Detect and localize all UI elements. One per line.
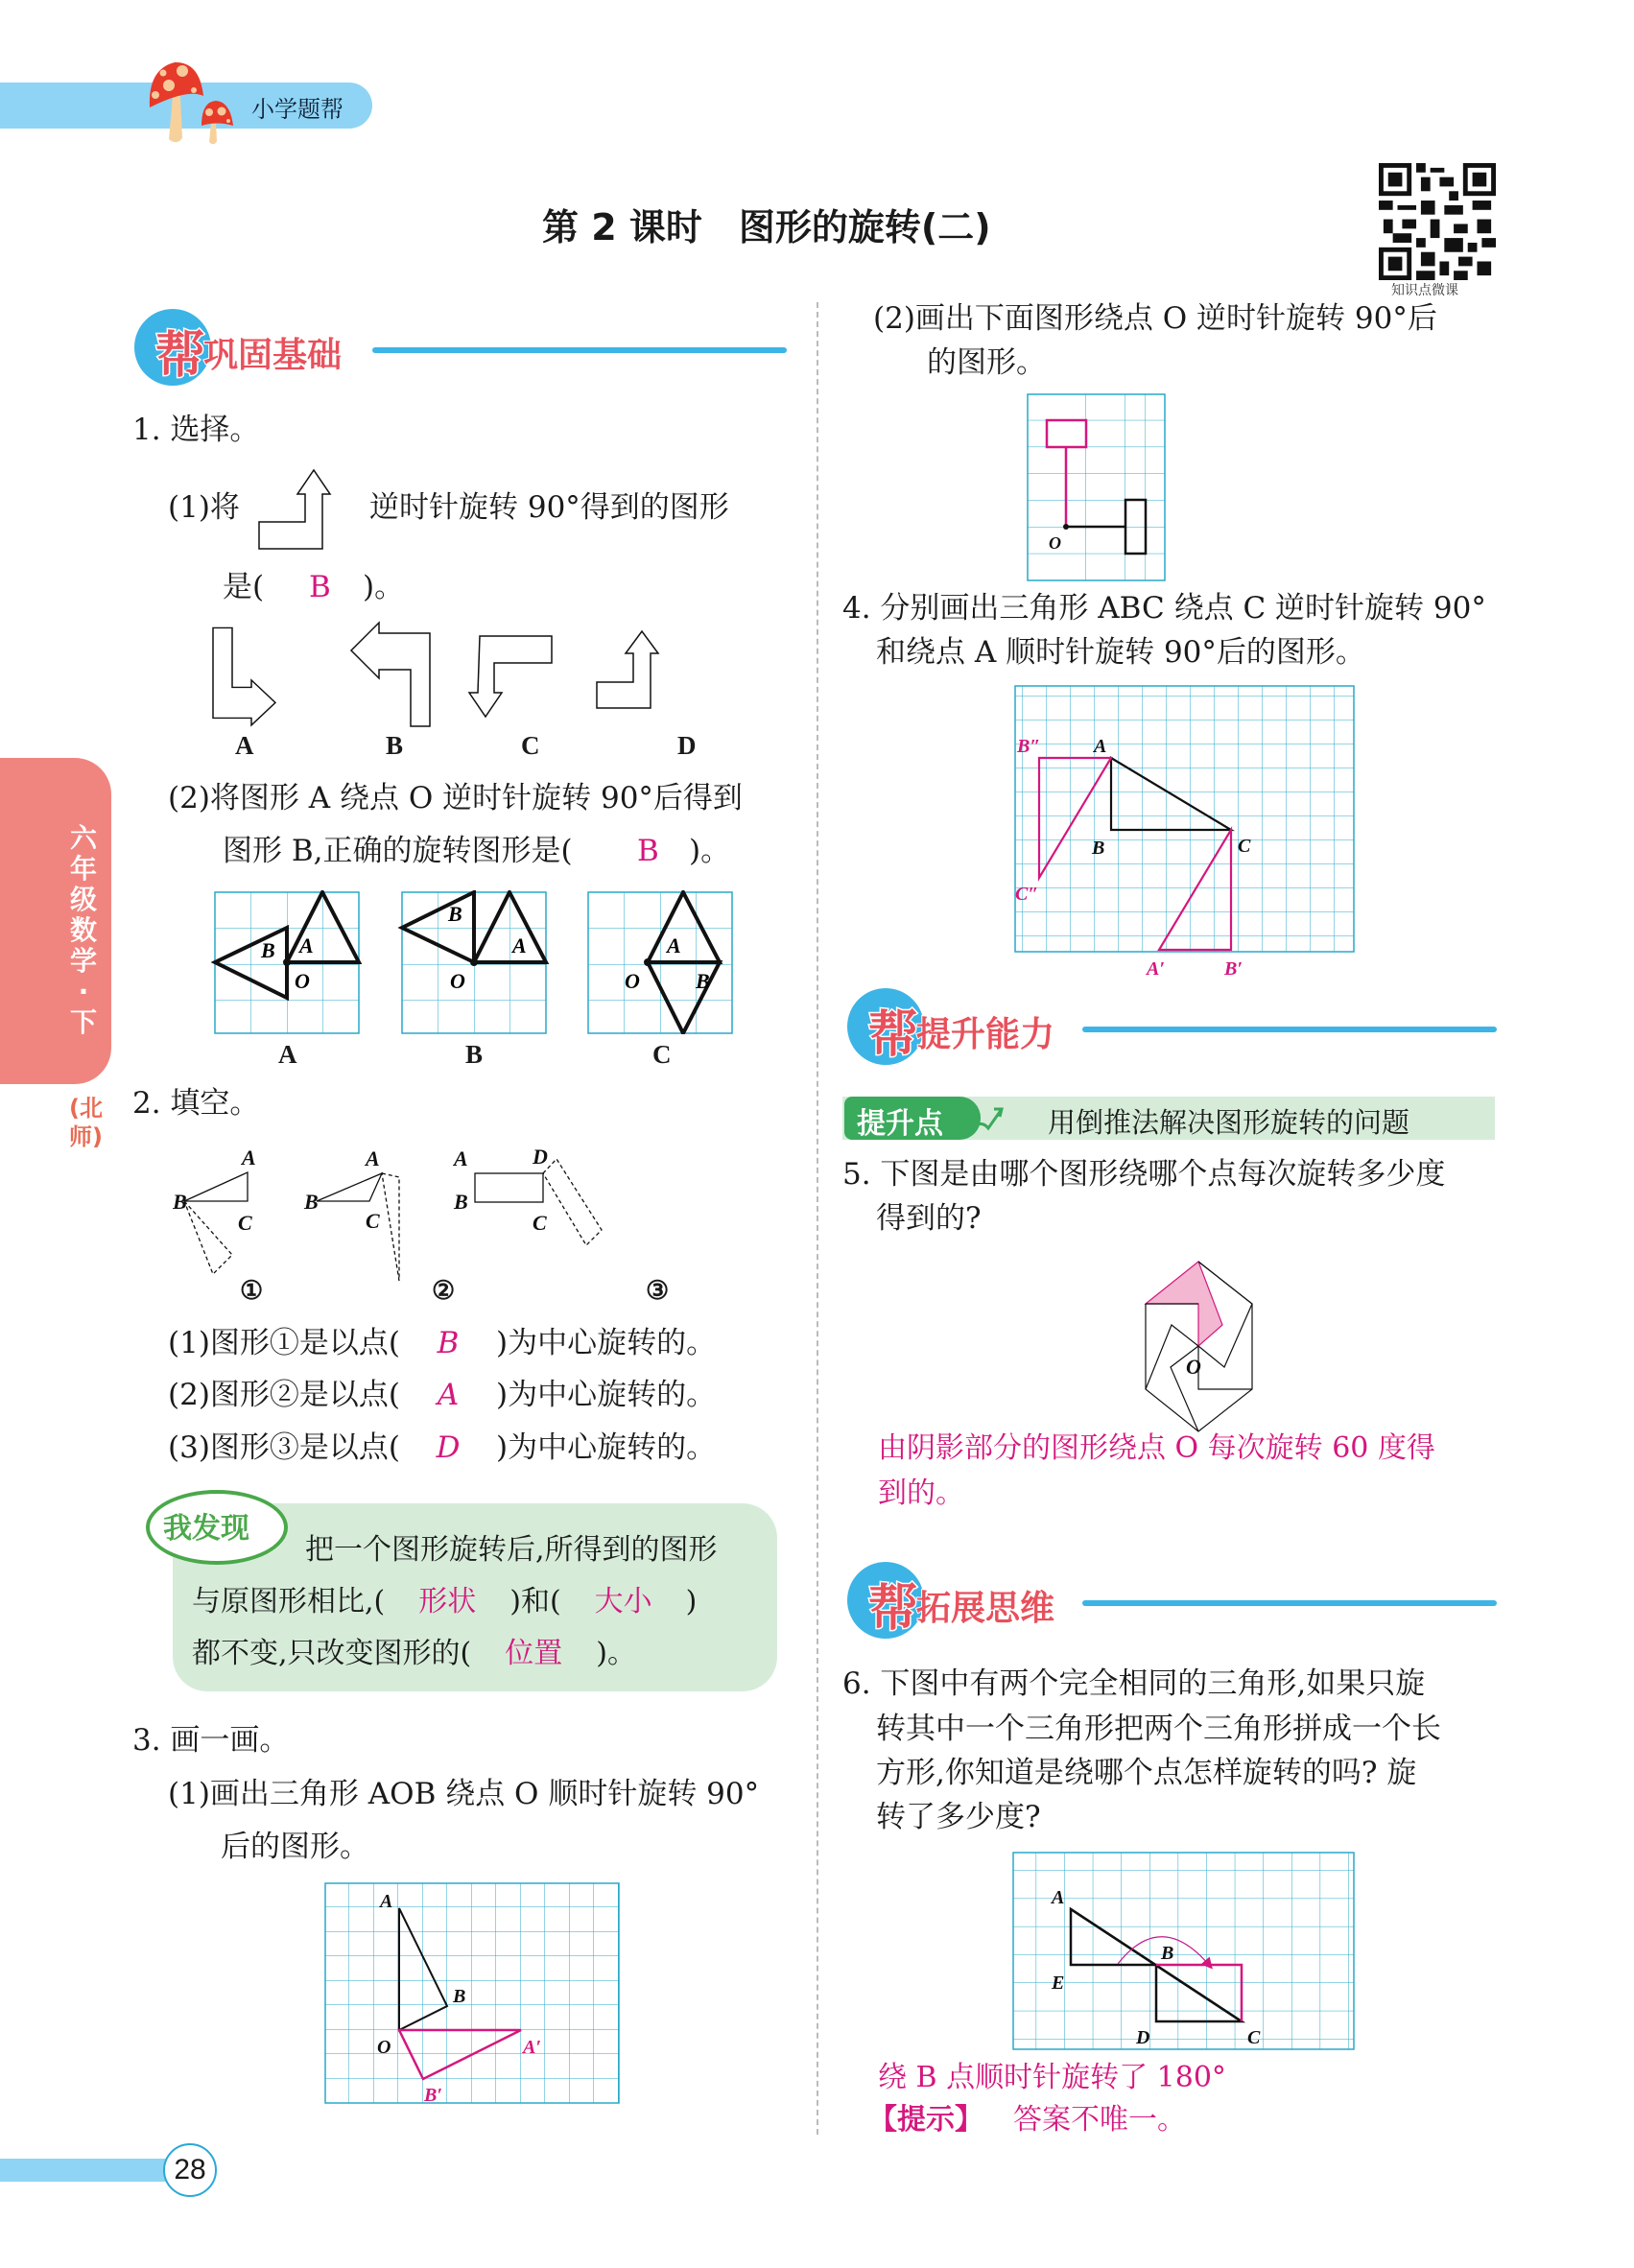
- q2-item-2-answer[interactable]: A: [437, 1378, 460, 1412]
- q2-item-1: [168, 1322, 716, 1364]
- footer-band: [0, 2159, 169, 2182]
- section-extend: [847, 1562, 1500, 1639]
- svg-text:E: E: [1052, 1973, 1065, 1994]
- q5-line2: 得到的?: [876, 1201, 982, 1236]
- discover-badge-label: 我发现: [163, 1512, 249, 1546]
- svg-text:B: B: [448, 902, 462, 926]
- svg-text:A: A: [1052, 1887, 1065, 1908]
- q1-p2-option-a[interactable]: A: [278, 1040, 297, 1069]
- svg-text:D: D: [533, 1145, 548, 1169]
- discover-answer-1[interactable]: 形状: [418, 1585, 477, 1618]
- discover-line-2: [192, 1581, 697, 1623]
- q2-item-3-before: (3)图形③是以点(: [168, 1430, 401, 1465]
- qr-caption: 知识点微课: [1391, 283, 1458, 298]
- svg-text:B: B: [304, 1190, 319, 1214]
- svg-text:C: C: [366, 1209, 380, 1233]
- svg-text:O: O: [450, 969, 465, 993]
- q6-answer: 绕 B 点顺时针旋转了 180°: [878, 2061, 1226, 2094]
- q1-p2-line1: (2)将图形 A 绕点 O 逆时针旋转 90°后得到: [168, 781, 743, 815]
- section-rule: [372, 347, 787, 353]
- section-title: 提升能力: [916, 1015, 1055, 1054]
- column-divider: [817, 302, 818, 2135]
- section-rule: [1082, 1600, 1497, 1606]
- discover-answer-2[interactable]: 大小: [594, 1585, 652, 1618]
- arrow-up-right-icon: [969, 1101, 1007, 1136]
- svg-text:A: A: [454, 1146, 468, 1170]
- q5-hexagon-figure: [1103, 1247, 1267, 1439]
- section-title: 巩固基础: [203, 336, 343, 375]
- tip-badge-label: 提升点: [857, 1107, 943, 1141]
- q2-item-2-after: )为中心旋转的。: [496, 1378, 717, 1412]
- section-improve: [847, 988, 1500, 1065]
- svg-text:O: O: [1186, 1355, 1201, 1379]
- svg-text:B: B: [261, 938, 275, 962]
- svg-text:A′: A′: [1147, 958, 1165, 980]
- q4-line2: 和绕点 A 顺时针旋转 90°后的图形。: [876, 635, 1365, 670]
- q6-hint-label: 【提示】: [868, 2103, 983, 2137]
- q1-p1-after: 逆时针旋转 90°得到的图形: [369, 490, 729, 525]
- q5-answer-line1: 由阴影部分的图形绕点 O 每次旋转 60 度得: [878, 1431, 1435, 1465]
- svg-text:C: C: [1238, 836, 1251, 857]
- q3-p1-grid: [324, 1882, 622, 2105]
- q6-line1: 6. 下图中有两个完全相同的三角形,如果只旋: [842, 1666, 1426, 1701]
- svg-text:B: B: [696, 969, 710, 993]
- svg-text:B′: B′: [1224, 958, 1243, 980]
- q3-p2-grid: [1027, 393, 1169, 583]
- side-tab-edition: (北师): [69, 1095, 103, 1150]
- q2-figure-2-label: ②: [432, 1276, 456, 1305]
- svg-text:A: A: [512, 933, 527, 957]
- svg-text:B: B: [453, 1986, 466, 2007]
- svg-text:O: O: [1049, 533, 1061, 553]
- q1-p1-before: (1)将: [168, 490, 240, 525]
- q4-grid: [998, 672, 1362, 988]
- q2-item-1-answer[interactable]: B: [437, 1326, 460, 1360]
- section-badge-char: 帮: [868, 1580, 917, 1638]
- tip-text: 用倒推法解决图形旋转的问题: [1048, 1106, 1410, 1139]
- discover-line-3-b: )。: [596, 1637, 636, 1670]
- q2-figure-3-label: ③: [646, 1276, 670, 1305]
- q1-p2-answer[interactable]: B: [637, 834, 659, 868]
- svg-text:B′: B′: [424, 2085, 442, 2105]
- svg-text:A: A: [366, 1146, 380, 1170]
- q1-p2-line2-before: 图形 B,正确的旋转图形是(: [223, 834, 573, 868]
- q3-p2-line2: 的图形。: [927, 345, 1046, 380]
- brand-label: 小学题帮: [251, 96, 343, 123]
- svg-text:A: A: [299, 933, 314, 957]
- q1-p1-option-a[interactable]: A: [235, 731, 254, 760]
- q1-p1-line2-before: 是(: [223, 570, 265, 604]
- discover-line-1: 把一个图形旋转后,所得到的图形: [305, 1533, 718, 1567]
- svg-text:B: B: [1161, 1943, 1174, 1964]
- svg-text:O: O: [377, 2037, 391, 2058]
- svg-text:O: O: [295, 969, 310, 993]
- discover-line-2-a: 与原图形相比,(: [192, 1585, 386, 1618]
- q1-p1-option-c[interactable]: C: [521, 731, 540, 760]
- svg-text:B″: B″: [1017, 736, 1041, 757]
- q6-grid: [1007, 1842, 1362, 2053]
- q2-figure-1-label: ①: [240, 1276, 264, 1305]
- qr-code[interactable]: [1379, 163, 1496, 280]
- q3-p1-line2: 后的图形。: [221, 1830, 369, 1864]
- svg-text:B: B: [1092, 838, 1105, 859]
- q2-item-3-after: )为中心旋转的。: [496, 1430, 717, 1465]
- q1-p2-line2-after: )。: [689, 834, 731, 868]
- q1-options-figures: [201, 619, 739, 729]
- q1-title: 1. 选择。: [132, 413, 260, 447]
- section-title: 拓展思维: [916, 1589, 1055, 1628]
- q2-item-3-answer[interactable]: D: [436, 1430, 461, 1465]
- page-number: 28: [163, 2143, 217, 2197]
- svg-text:A: A: [380, 1891, 393, 1912]
- q5-line1: 5. 下图是由哪个图形绕哪个点每次旋转多少度: [842, 1157, 1446, 1192]
- q2-item-1-before: (1)图形①是以点(: [168, 1326, 401, 1360]
- q1-source-shape: [257, 468, 363, 551]
- svg-text:A: A: [1094, 736, 1107, 757]
- q6-line4: 转了多少度?: [876, 1800, 1041, 1834]
- q1-p1-option-d[interactable]: D: [677, 731, 697, 760]
- svg-text:B: B: [454, 1190, 468, 1214]
- q2-item-2-before: (2)图形②是以点(: [168, 1378, 401, 1412]
- discover-line-2-b: )和(: [509, 1585, 561, 1618]
- q1-p1-answer[interactable]: B: [309, 570, 331, 604]
- q6-line2: 转其中一个三角形把两个三角形拼成一个长: [876, 1712, 1441, 1746]
- svg-text:B: B: [173, 1190, 187, 1214]
- section-rule: [1082, 1027, 1497, 1032]
- discover-answer-3[interactable]: 位置: [505, 1637, 563, 1670]
- q6-hint-text: 答案不唯一。: [1013, 2103, 1186, 2137]
- svg-text:A′: A′: [523, 2037, 541, 2058]
- q1-p2-figures: [211, 890, 739, 1034]
- q3-title: 3. 画一画。: [132, 1723, 290, 1758]
- q3-p1-line1: (1)画出三角形 AOB 绕点 O 顺时针旋转 90°: [168, 1777, 760, 1811]
- q6-line3: 方形,你知道是绕哪个点怎样旋转的吗? 旋: [876, 1756, 1417, 1790]
- q1-p2-option-c[interactable]: C: [652, 1040, 672, 1069]
- side-tab-grade: 六年级数学·下: [69, 822, 97, 1038]
- section-badge-char: 帮: [155, 327, 204, 385]
- q2-item-1-after: )为中心旋转的。: [496, 1326, 717, 1360]
- svg-text:C: C: [238, 1211, 252, 1235]
- q1-p1-line2-after: )。: [363, 570, 405, 604]
- q1-p1-option-b[interactable]: B: [386, 731, 404, 760]
- svg-text:C″: C″: [1015, 884, 1039, 905]
- discover-line-2-c: ): [685, 1585, 698, 1618]
- svg-text:A: A: [667, 933, 681, 957]
- svg-text:A: A: [242, 1146, 256, 1169]
- q5-answer-line2: 到的。: [878, 1477, 964, 1510]
- svg-text:C: C: [533, 1211, 547, 1235]
- q3-p2-line1: (2)画出下面图形绕点 O 逆时针旋转 90°后: [873, 301, 1437, 336]
- q1-p2-option-b[interactable]: B: [465, 1040, 484, 1069]
- q2-item-2: [168, 1374, 716, 1416]
- svg-text:D: D: [1136, 2027, 1150, 2048]
- q2-item-3: [168, 1427, 716, 1469]
- mushroom-icon: [144, 58, 240, 149]
- svg-text:O: O: [625, 969, 640, 993]
- discover-line-3-a: 都不变,只改变图形的(: [192, 1637, 472, 1670]
- q4-line1: 4. 分别画出三角形 ABC 绕点 C 逆时针旋转 90°: [842, 591, 1486, 626]
- svg-text:C: C: [1247, 2027, 1261, 2048]
- q2-title: 2. 填空。: [132, 1086, 260, 1121]
- discover-line-3: [192, 1633, 636, 1675]
- lesson-title: 第 2 课时 图形的旋转(二): [542, 206, 991, 248]
- section-basic: [134, 309, 787, 386]
- section-badge-char: 帮: [868, 1006, 917, 1064]
